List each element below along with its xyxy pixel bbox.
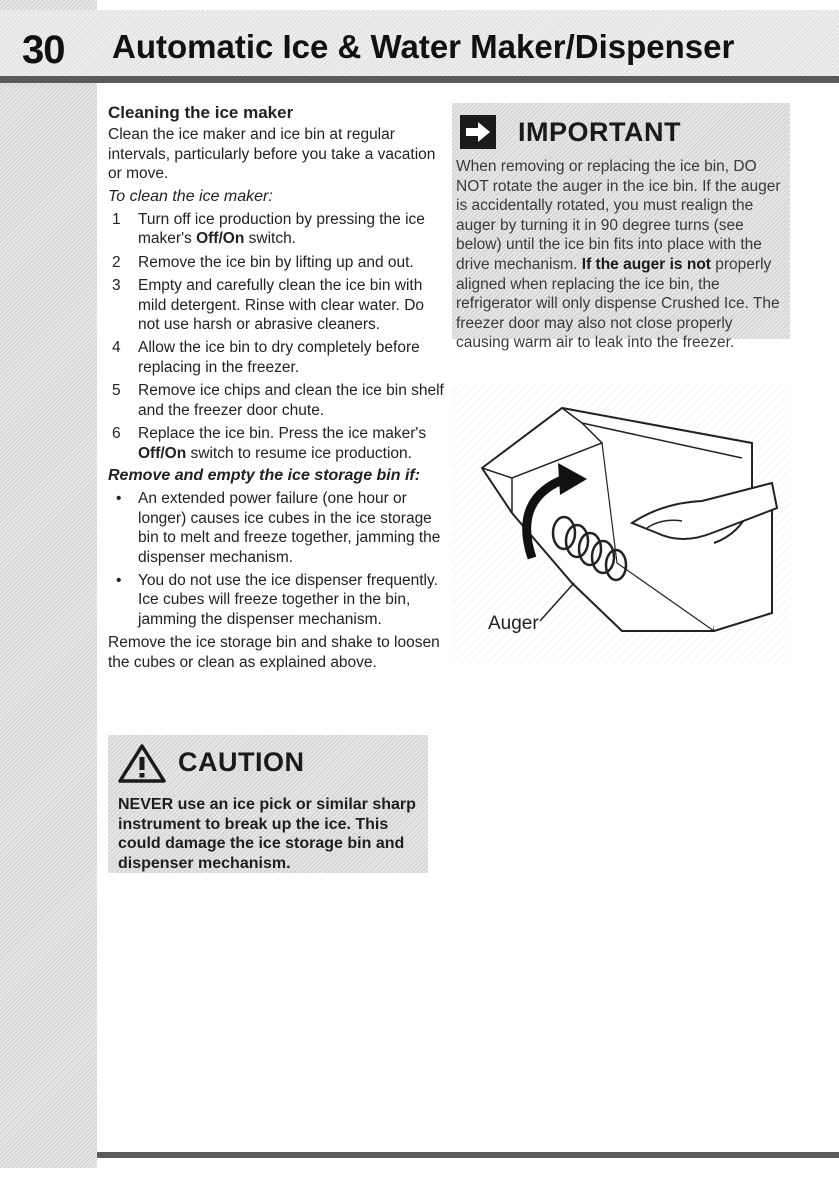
auger-illustration <box>452 383 790 663</box>
section-heading: Cleaning the ice maker <box>108 103 294 122</box>
important-text: When removing or replacing the ice bin, DO NOT rotate the auger in the ice bin. If the auger is accidentally rotated, you must realign the auger by turning it in 90 degree turns (see below) until the ice bin fits into place with the drive mechanism. If the auger is not properly aligned when replacing the ice bin, the refrigerator will only dispense Crushed Ice. The freezer door may also not close properly causing warm air to leak into the freezer. <box>456 158 781 352</box>
page-title: Automatic Ice & Water Maker/Dispenser <box>112 28 735 65</box>
step-item: 2 Remove the ice bin by lifting up and out. <box>112 253 414 271</box>
intro-paragraph: Clean the ice maker and ice bin at regular intervals, particularly before you take a vacation or move. <box>108 126 436 183</box>
ice-bin-drawing <box>452 383 790 663</box>
step-item: 1 Turn off ice production by pressing the ice maker's Off/On switch. <box>112 211 425 248</box>
important-header <box>458 111 788 153</box>
header-rule <box>0 76 839 83</box>
arrow-right-icon <box>460 115 496 149</box>
important-title: IMPORTANT <box>518 117 681 147</box>
clean-subheading: To clean the ice maker: <box>108 187 273 205</box>
page-number: 30 <box>22 28 65 72</box>
sidebar-band <box>0 0 97 1168</box>
step-item: 6 Replace the ice bin. Press the ice maker's Off/On switch to resume ice production. <box>112 425 427 462</box>
cleaning-section <box>108 103 448 672</box>
step-item: 4 Allow the ice bin to dry completely before replacing in the freezer. <box>112 339 420 376</box>
footer-rule <box>97 1152 839 1158</box>
storage-subheading: Remove and empty the ice storage bin if: <box>108 466 421 484</box>
caution-title: CAUTION <box>178 747 305 777</box>
storage-bullets <box>108 489 448 629</box>
important-box <box>452 103 790 352</box>
bullet-item: • An extended power failure (one hour or longer) causes ice cubes in the ice storage bin to melt and freeze together, jamming the dispenser mechanism. <box>116 490 441 566</box>
caution-text: NEVER use an ice pick or similar sharp instrument to break up the ice. This could damage the ice storage bin and dispenser mechanism. <box>118 796 416 872</box>
warning-icon <box>118 743 166 783</box>
step-item: 5 Remove ice chips and clean the ice bin shelf and the freezer door chute. <box>112 382 444 419</box>
auger-label: Auger <box>488 613 539 634</box>
cleaning-steps <box>108 210 448 463</box>
caution-box <box>108 735 428 873</box>
closing-paragraph: Remove the ice storage bin and shake to loosen the cubes or clean as explained above. <box>108 634 440 671</box>
bullet-item: • You do not use the ice dispenser frequently. Ice cubes will freeze together in the bin, jamming the dispenser mechanism. <box>116 571 438 628</box>
step-item: 3 Empty and carefully clean the ice bin with mild detergent. Rinse with clear water. Do not use harsh or abrasive cleaners. <box>112 277 425 334</box>
